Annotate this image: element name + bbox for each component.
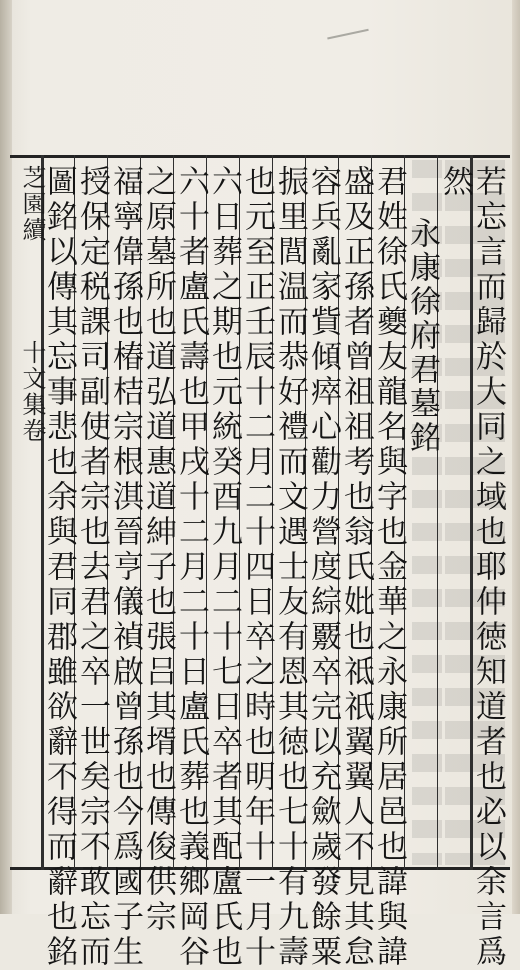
text-column: 振里閭温而恭好禮而文遇士友有恩其徳也七十有九壽	[272, 165, 308, 970]
text-column: 然	[437, 165, 473, 200]
text-column: 君姓徐氏夔友龍名與字也金華之永康所居邑也諱與諱	[371, 165, 407, 970]
epitaph-title: 永康徐府君墓銘	[404, 217, 440, 455]
text-column: 圖銘以傳其忘事悲也余與君同郡雖欲辭不得而辭也銘	[41, 165, 77, 970]
pencil-mark	[327, 29, 371, 49]
text-column: 授保定税課司副使者宗也去君之卒一世矣宗不敢忘而	[74, 165, 110, 970]
text-column: 若忘言而歸於大同之域也耶仲徳知道者也必以余言爲	[470, 165, 506, 970]
text-column: 盛及正孫者曾祖祖考也翁氏妣也祗祇翼翼人不見其怠	[338, 165, 374, 970]
margin-book-title: 芝園續	[18, 165, 46, 243]
text-column: 容兵亂家貲傾瘁心勸力營度綜覈卒完以充歛歲發餘粟	[305, 165, 341, 970]
text-column: 福寧偉孫也椿桔宗根淇晉亨儀禎啟曾孫也今爲國子生	[107, 165, 143, 970]
margin-volume-label: 十文集卷	[18, 340, 46, 444]
text-column: 六日葬之期也元統癸酉九月二十七日卒者其配盧氏也	[206, 165, 242, 970]
page-fore-edge	[512, 0, 520, 914]
text-column: 也元至正壬辰十二月二十四日卒之時也明年十一月十	[239, 165, 275, 970]
text-column: 之原墓所也道弘道惠道紳子也張吕其壻也傳俊供宗	[140, 165, 176, 935]
text-column: 六十者盧氏壽也甲戌十二月二十日盧氏葬也義鄉岡谷	[173, 165, 209, 970]
